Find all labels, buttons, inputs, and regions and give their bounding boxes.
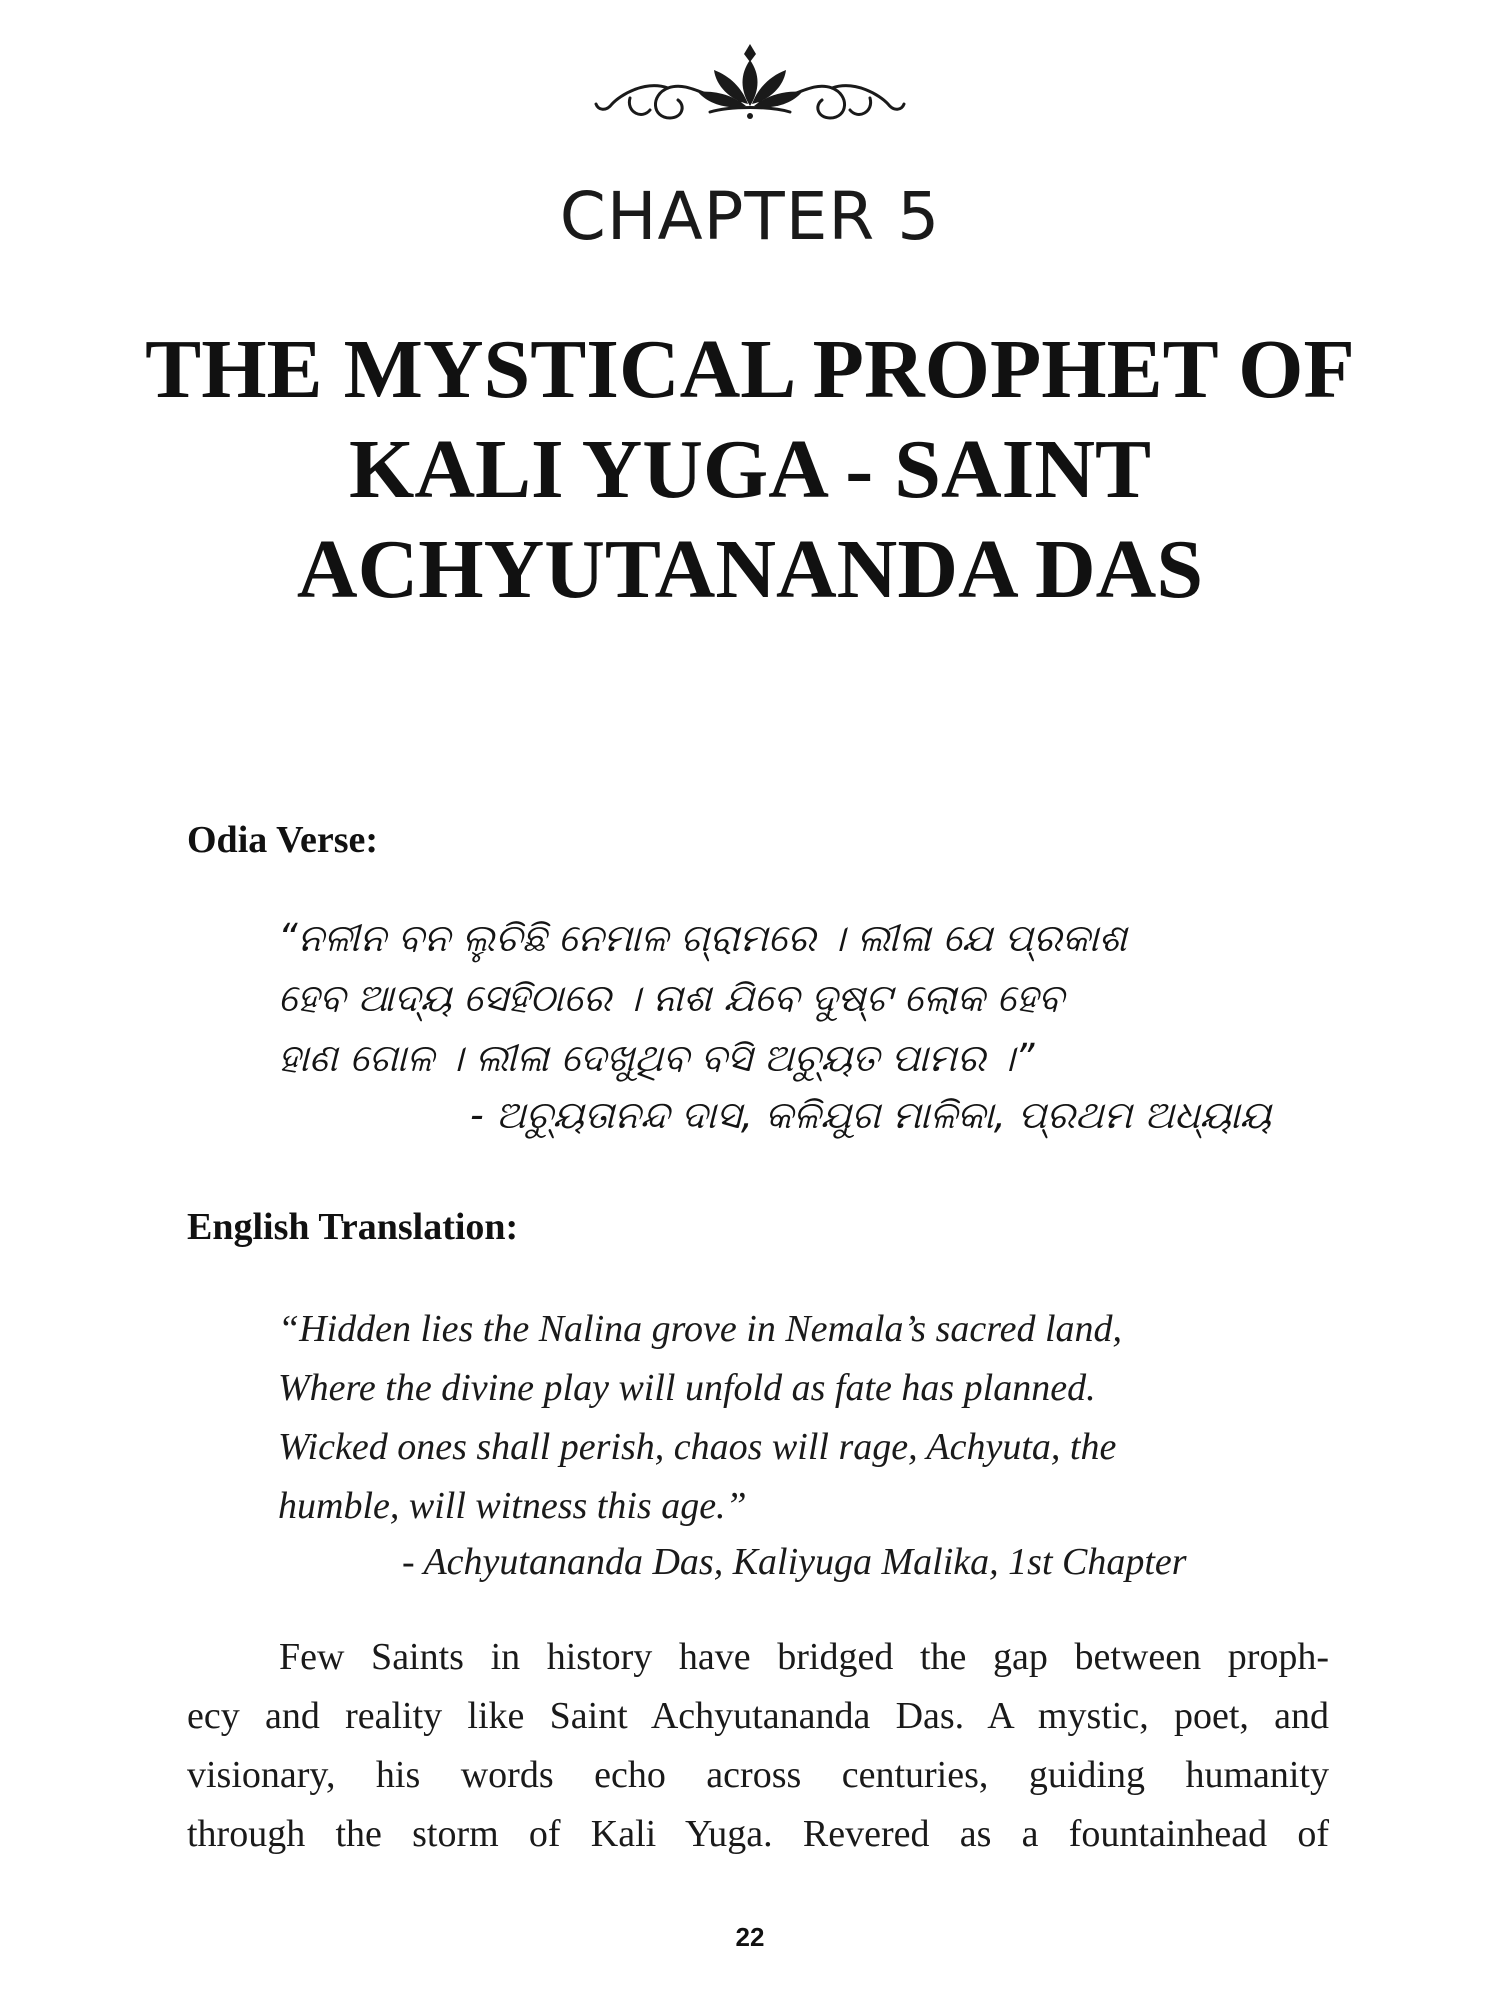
english-verse-attribution: - Achyutananda Das, Kaliyuga Malika, 1st Chapter <box>402 1541 1187 1583</box>
english-translation-verse <box>278 1300 1298 1536</box>
body-line: ecy and reality like Saint Achyutananda Das. A mystic, poet, and <box>187 1695 1329 1737</box>
odia-verse-heading: Odia Verse: <box>187 819 379 861</box>
body-paragraph <box>187 1628 1329 1864</box>
english-translation-heading: English Translation: <box>187 1206 519 1248</box>
verse-line: Wicked ones shall perish, chaos will rage, Achyuta, the <box>278 1426 1117 1468</box>
body-line: Few Saints in history have bridged the gap between proph- <box>279 1636 1329 1678</box>
body-line: visionary, his words echo across centuries, guiding humanity <box>187 1754 1329 1796</box>
floral-flourish-icon <box>590 40 910 140</box>
page-number: 22 <box>735 1922 765 1952</box>
verse-line: Where the divine play will unfold as fate has planned. <box>278 1367 1096 1409</box>
verse-line: “ନଳୀନ ବନ ଲୁଚିଛି ନେମାଳ ଗ୍ରାମରେ । ଲୀଳା ଯେ ପ୍ରକାଶ <box>278 916 1127 960</box>
odia-verse <box>278 908 1298 1088</box>
verse-line: humble, will witness this age.” <box>278 1485 747 1527</box>
odia-verse-attribution: - ଅଚ୍ୟୁତାନନ୍ଦ ଦାସ, କଳିଯୁଗ ମାଳିକା, ପ୍ରଥମ ଅଧ୍ୟାୟ <box>470 1093 1272 1137</box>
body-line: through the storm of Kali Yuga. Revered as a fountainhead of <box>187 1813 1329 1855</box>
chapter-title: THE MYSTICAL PROPHET OF KALI YUGA - SAINT ACHYUTANANDA DAS <box>145 323 1355 616</box>
verse-line: “Hidden lies the Nalina grove in Nemala’s sacred land, <box>278 1308 1123 1350</box>
verse-line: ହାଣ ଗୋଳ । ଲୀଳା ଦେଖୁଥିବ ବସି ଅଚ୍ୟୁତ ପାମର ।” <box>278 1036 1035 1080</box>
verse-line: ହେବ ଆଦ୍ୟ ସେହିଠାରେ । ନାଶ ଯିବେ ଦୁଷ୍ଟ ଲୋକ ହେବ <box>278 976 1064 1020</box>
chapter-label: CHAPTER 5 <box>559 178 941 255</box>
